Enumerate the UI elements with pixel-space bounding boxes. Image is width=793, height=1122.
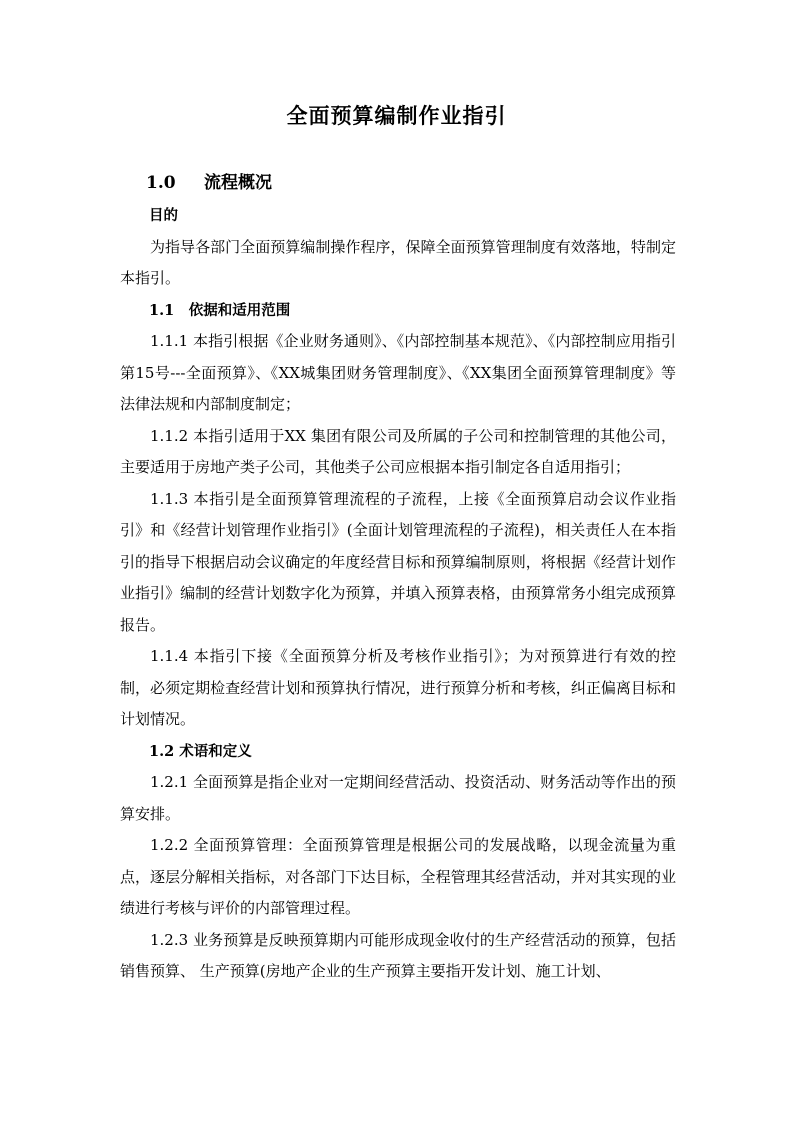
subheading-terms: 1.2 术语和定义	[149, 742, 252, 760]
paragraph-1-1-2: 1.1.2 本指引适用于XX 集团有限公司及所属的子公司和控制管理的其他公司，主要适用于房地产类子公司，其他类子公司应根据本指引制定各自适用指引；	[120, 426, 676, 476]
paragraph-1-2-3: 1.2.3 业务预算是反映预算期内可能形成现金收付的生产经营活动的预算，包括销售预算、 生产预算(房地产企业的生产预算主要指开发计划、施工计划、	[120, 930, 676, 980]
paragraph-purpose: 为指导各部门全面预算编制操作程序，保障全面预算管理制度有效落地，特制定本指引。	[120, 237, 676, 287]
document-title: 全面预算编制作业指引	[286, 103, 507, 128]
document-body	[120, 200, 676, 988]
paragraph-1-2-1: 1.2.1 全面预算是指企业对一定期间经营活动、投资活动、财务活动等作出的预算安排。	[120, 773, 676, 823]
section-heading	[146, 168, 272, 193]
section-label: 流程概况	[204, 173, 272, 193]
subheading-scope: 1.1 依据和适用范围	[149, 301, 291, 319]
paragraph-1-1-4: 1.1.4 本指引下接《全面预算分析及考核作业指引》；为对预算进行有效的控制，必须定期检查经营计划和预算执行情况，进行预算分析和考核，纠正偏离目标和计划情况。	[120, 647, 676, 728]
paragraph-1-1-3: 1.1.3 本指引是全面预算管理流程的子流程，上接《全面预算启动会议作业指引》和《经营计划管理作业指引》(全面计划管理流程的子流程)，相关责任人在本指引的指导下根据启动会议确定的年度经营目标和预算编制原则，将根据《经营计划作业指引》编制的经营计划数字化为预算，并填入预算表格，由预算常务小组完成预算报告。	[120, 489, 676, 634]
paragraph-1-2-2: 1.2.2 全面预算管理：全面预算管理是根据公司的发展战略，以现金流量为重点，逐层分解相关指标，对各部门下达目标，全程管理其经营活动，并对其实现的业绩进行考核与评价的内部管理过程。	[120, 836, 676, 917]
paragraph-1-1-1: 1.1.1 本指引根据《企业财务通则》、《内部控制基本规范》、《内部控制应用指引第15号---全面预算》、《XX城集团财务管理制度》、《XX集团全面预算管理制度》等法律法规和内部制度制定；	[120, 332, 676, 413]
section-number: 1.0	[146, 173, 176, 193]
subheading-purpose: 目的	[149, 207, 178, 224]
